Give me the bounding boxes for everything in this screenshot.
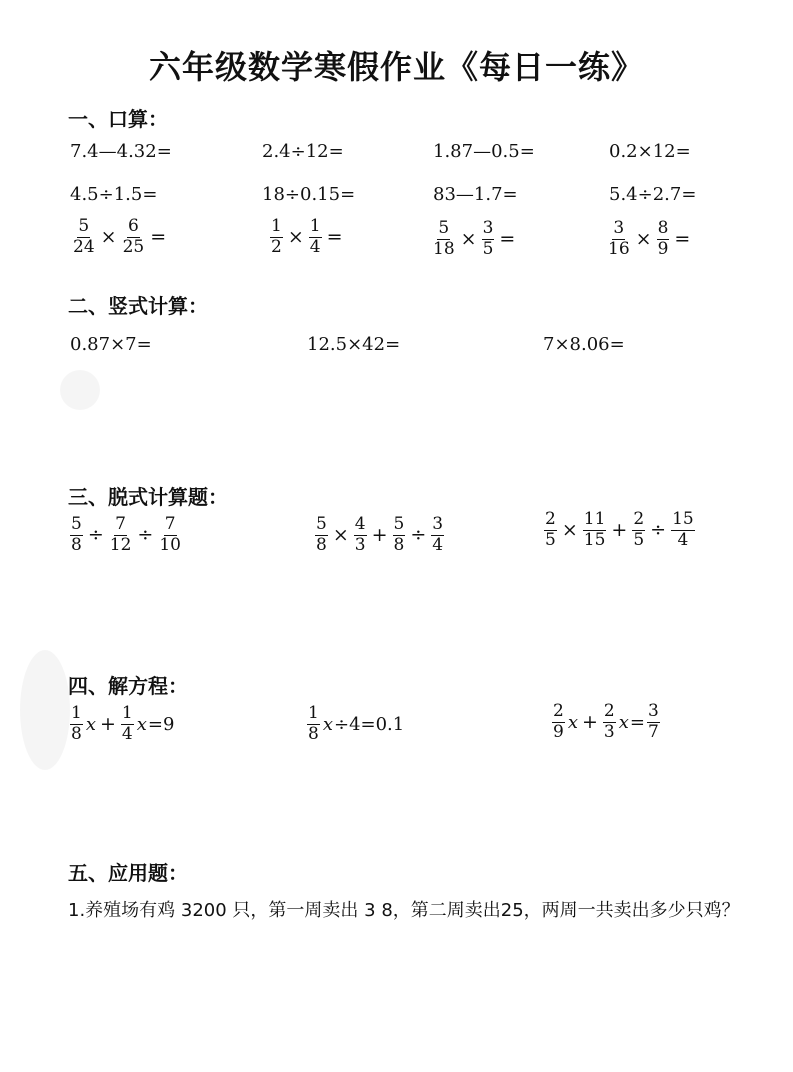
numerator: 1 [71, 703, 82, 723]
numerator: 2 [633, 509, 645, 529]
vertical-problem: 12.5×42= [307, 334, 401, 355]
denominator: 5 [482, 238, 494, 259]
numerator: 3 [613, 218, 625, 238]
numerator: 1 [309, 216, 321, 236]
numerator: 5 [78, 216, 90, 236]
oral-problem: 4.5÷1.5= [70, 184, 158, 205]
denominator: 8 [71, 534, 82, 555]
operator: × [460, 228, 477, 251]
scan-smudge [20, 650, 70, 770]
vertical-problem: 7×8.06= [543, 334, 625, 355]
fraction [315, 516, 328, 555]
denominator: 25 [122, 236, 145, 257]
numerator: 1 [271, 216, 282, 236]
section-heading-vertical: 二、竖式计算： [68, 294, 208, 318]
fraction [354, 516, 367, 555]
oral-problem: 0.2×12= [609, 141, 691, 162]
operator: ÷ [650, 519, 667, 542]
denominator: 15 [583, 529, 606, 550]
equation [550, 703, 662, 742]
oral-problem: 18÷0.15= [262, 184, 356, 205]
section-heading-word-problems: 五、应用题： [68, 861, 188, 885]
numerator: 4 [354, 514, 366, 534]
denominator: 4 [121, 723, 133, 744]
fraction [121, 705, 134, 744]
denominator: 4 [309, 236, 321, 257]
equals-sign: = [629, 711, 645, 733]
numerator: 1 [308, 703, 319, 723]
numerator: 6 [127, 216, 139, 236]
fraction [603, 703, 616, 742]
numerator: 1 [121, 703, 133, 723]
word-problem: 1.养殖场有鸡 3200 只，第一周卖出 3 8，第二周卖出25，两周一共卖出多少只鸡？ [68, 900, 740, 921]
fraction [432, 220, 456, 259]
fraction [70, 516, 83, 555]
denominator: 10 [159, 534, 181, 555]
denominator: 8 [308, 723, 319, 744]
fraction [552, 703, 565, 742]
fraction [109, 516, 133, 555]
denominator: 8 [71, 723, 82, 744]
variable: x [567, 711, 578, 733]
fraction [647, 703, 660, 742]
equation [305, 705, 404, 744]
denominator: 9 [553, 721, 564, 742]
denominator: 8 [393, 534, 405, 555]
stepwise-problem [68, 516, 184, 555]
oral-problem: 7.4—4.32= [70, 141, 172, 162]
fraction [607, 220, 631, 259]
oral-problem: 83—1.7= [433, 184, 518, 205]
oral-problem: 1.87—0.5= [433, 141, 535, 162]
equals-sign: = [326, 226, 343, 249]
denominator: 2 [271, 236, 282, 257]
stepwise-problem [542, 511, 697, 550]
page-title: 六年级数学寒假作业《每日一练》 [148, 48, 644, 86]
operator: × [635, 228, 652, 251]
variable: x [322, 713, 333, 735]
fraction [307, 705, 320, 744]
oral-fraction-problem [70, 218, 169, 257]
operator: ÷ [87, 524, 104, 547]
equation-rhs: ÷4=0.1 [333, 713, 405, 735]
fraction [270, 218, 283, 257]
equals-sign: = [674, 228, 691, 251]
numerator: 2 [603, 701, 615, 721]
numerator: 3 [432, 514, 444, 534]
section-heading-stepwise: 三、脱式计算题： [68, 485, 228, 509]
numerator: 7 [164, 514, 176, 534]
fraction [122, 218, 146, 257]
operator: + [581, 711, 598, 734]
equation-rhs: =9 [147, 713, 175, 735]
fraction [393, 516, 406, 555]
denominator: 4 [677, 529, 689, 550]
denominator: 16 [608, 238, 630, 259]
operator: × [100, 226, 117, 249]
equals-sign: = [150, 226, 167, 249]
operator: ÷ [137, 524, 154, 547]
fraction [482, 220, 495, 259]
numerator: 11 [583, 509, 606, 529]
denominator: 8 [316, 534, 327, 555]
oral-fraction-problem [605, 220, 693, 259]
denominator: 3 [354, 534, 366, 555]
numerator: 3 [647, 701, 659, 721]
equation [68, 705, 174, 744]
denominator: 12 [109, 534, 132, 555]
numerator: 3 [482, 218, 494, 238]
variable: x [136, 713, 147, 735]
fraction [309, 218, 322, 257]
fraction [70, 705, 83, 744]
numerator: 8 [657, 218, 669, 238]
equals-sign: = [499, 228, 516, 251]
fraction [657, 220, 670, 259]
denominator: 24 [73, 236, 95, 257]
operator: × [561, 519, 578, 542]
numerator: 15 [672, 509, 694, 529]
denominator: 5 [545, 529, 556, 550]
scan-smudge [60, 370, 100, 410]
numerator: 5 [438, 218, 450, 238]
denominator: 18 [433, 238, 455, 259]
denominator: 4 [432, 534, 444, 555]
numerator: 5 [316, 514, 327, 534]
section-heading-oral: 一、口算： [68, 107, 168, 131]
operator: + [371, 524, 388, 547]
operator: ÷ [410, 524, 427, 547]
fraction [72, 218, 96, 257]
numerator: 7 [115, 514, 126, 534]
operator: + [99, 713, 116, 736]
denominator: 7 [647, 721, 659, 742]
denominator: 9 [657, 238, 669, 259]
oral-fraction-problem [430, 220, 518, 259]
operator: + [611, 519, 628, 542]
oral-problem: 2.4÷12= [262, 141, 344, 162]
oral-problem: 5.4÷2.7= [609, 184, 697, 205]
fraction [431, 516, 444, 555]
numerator: 5 [393, 514, 405, 534]
stepwise-problem [313, 516, 446, 555]
fraction [632, 511, 645, 550]
variable: x [85, 713, 96, 735]
numerator: 2 [553, 701, 564, 721]
numerator: 2 [545, 509, 556, 529]
operator: × [332, 524, 349, 547]
vertical-problem: 0.87×7= [70, 334, 152, 355]
numerator: 5 [71, 514, 82, 534]
fraction [158, 516, 182, 555]
operator: × [287, 226, 304, 249]
oral-fraction-problem [268, 218, 346, 257]
variable: x [618, 711, 629, 733]
fraction [544, 511, 557, 550]
denominator: 3 [603, 721, 615, 742]
fraction [671, 511, 695, 550]
denominator: 5 [633, 529, 645, 550]
fraction [583, 511, 607, 550]
section-heading-equations: 四、解方程： [68, 674, 188, 698]
